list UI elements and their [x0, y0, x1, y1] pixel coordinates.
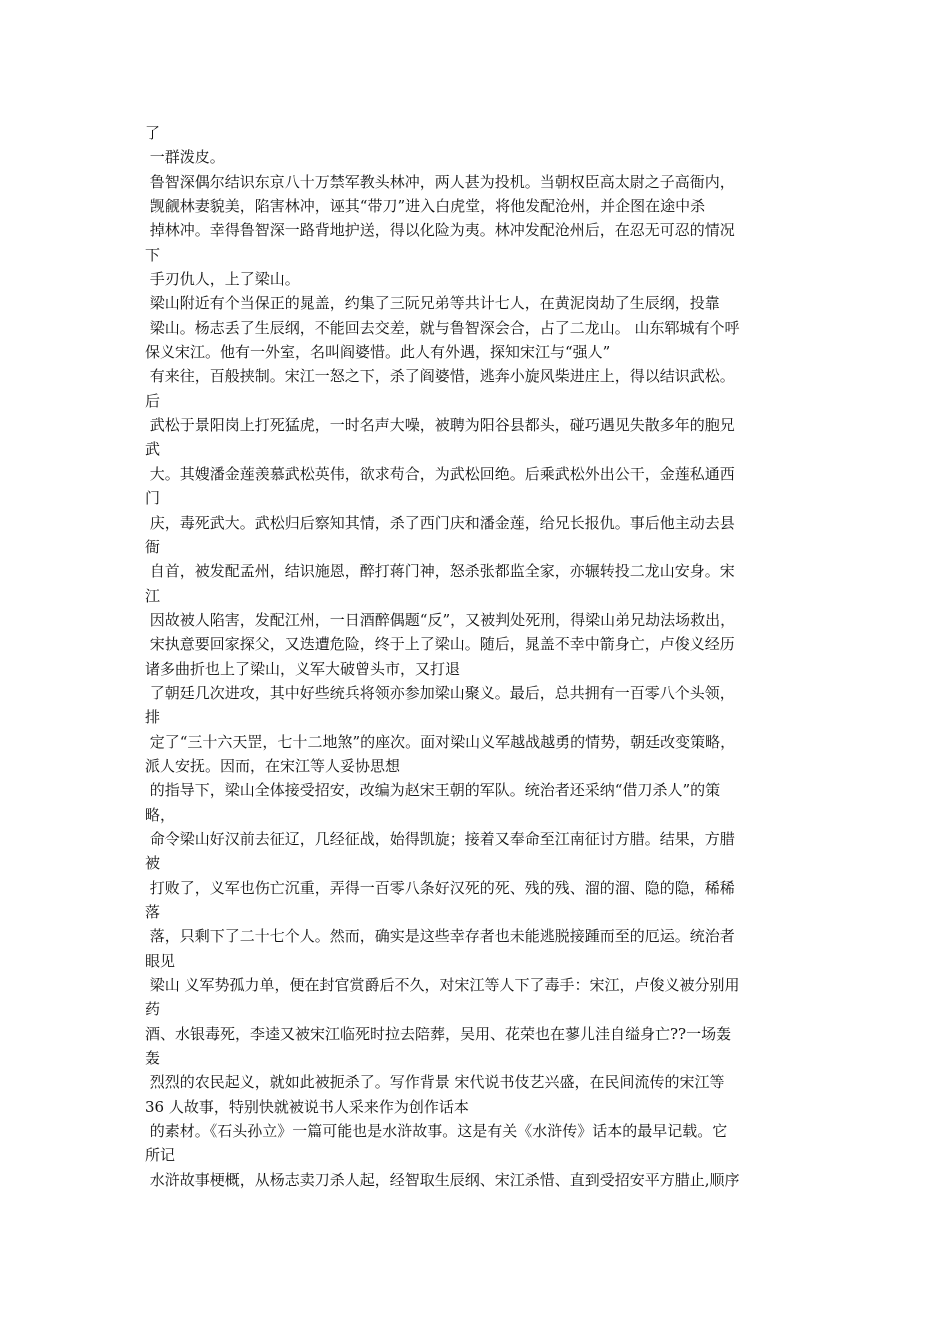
body-text	[145, 121, 825, 1192]
text-line: 了朝廷几次进攻，其中好些统兵将领亦参加梁山聚义。最后，总共拥有一百零八个头领，	[145, 683, 735, 702]
text-line: 落	[145, 903, 161, 921]
text-line: 有来往，百般挟制。宋江一怒之下，杀了阎婆惜，逃奔小旋风柴进庄上，得以结识武松。	[145, 367, 735, 386]
text-line: 36 人故事，特别快就被说书人采来作为创作话本	[145, 1097, 469, 1116]
text-line: 梁山 义军势孤力单，便在封官赏爵后不久，对宋江等人下了毒手：宋江，卢俊义被分别用	[145, 976, 740, 995]
text-line: 打败了，义军也伤亡沉重，弄得一百零八条好汉死的死、残的残、溜的溜、隐的隐，稀稀	[145, 878, 735, 897]
text-line: 鲁智深偶尔结识东京八十万禁军教头林冲，两人甚为投机。当朝权臣高太尉之子高衙内，	[145, 172, 735, 191]
text-line: 宋执意要回家探父，又迭遭危险，终于上了梁山。随后，晁盖不幸中箭身亡，卢俊义经历	[145, 635, 735, 654]
text-line: 眼见	[145, 951, 176, 970]
text-line: 梁山。杨志丢了生辰纲，不能回去交差，就与鲁智深会合，占了二龙山。 山东郓城有个呼	[145, 318, 740, 337]
text-line: 手刃仇人，上了梁山。	[145, 270, 300, 289]
text-line: 被	[145, 854, 161, 873]
text-line: 所记	[145, 1146, 176, 1165]
text-line: 武松于景阳岗上打死猛虎，一时名声大噪，被聘为阳谷县都头，碰巧遇见失散多年的胞兄	[145, 416, 735, 435]
text-line: 落，只剩下了二十七个人。然而，确实是这些幸存者也未能逃脱接踵而至的厄运。统治者	[145, 927, 735, 946]
text-line: 诸多曲折也上了梁山，义军大破曾头市，又打退	[145, 659, 461, 678]
text-line: 烈烈的农民起义，就如此被扼杀了。写作背景 宋代说书伎艺兴盛，在民间流传的宋江等	[145, 1073, 725, 1092]
text-line: 的指导下，梁山全体接受招安，改编为赵宋王朝的军队。统治者还采纳“借刀杀人”的策	[145, 781, 721, 800]
text-line: 轰	[145, 1049, 161, 1068]
text-line: 后	[145, 391, 161, 410]
text-line: 觊觎林妻貌美，陷害林冲，诬其“带刀”进入白虎堂，将他发配沧州，并企图在途中杀	[145, 197, 706, 216]
text-line: 了	[145, 124, 161, 142]
text-line: 武	[145, 440, 161, 459]
text-line: 保义宋江。他有一外室，名叫阎婆惜。此人有外遇，探知宋江与“强人”	[145, 343, 611, 362]
text-line: 下	[145, 245, 161, 264]
text-line: 派人安抚。因而，在宋江等人妥协思想	[145, 756, 401, 775]
text-line: 排	[145, 708, 161, 727]
text-line: 水浒故事梗概，从杨志卖刀杀人起，经智取生辰纲、宋江杀惜、直到受招安平方腊止,顺序	[145, 1170, 740, 1189]
text-line: 一群泼皮。	[145, 148, 225, 167]
text-line: 药	[145, 1000, 161, 1019]
text-line: 掉林冲。幸得鲁智深一路背地护送，得以化险为夷。林冲发配沧州后，在忍无可忍的情况	[145, 221, 735, 240]
text-line: 梁山附近有个当保正的晁盖，约集了三阮兄弟等共计七人，在黄泥岗劫了生辰纲，投靠	[145, 294, 720, 313]
text-line: 因故被人陷害，发配江州，一日酒醉偶题“反”，又被判处死刑，得梁山弟兄劫法场救出，	[145, 610, 736, 629]
text-line: 江	[145, 586, 161, 605]
text-line: 的素材。《石头孙立》一篇可能也是水浒故事。这是有关《水浒传》话本的最早记载。它	[145, 1122, 728, 1141]
text-line: 酒、水银毒死，李逵又被宋江临死时拉去陪葬，吴用、花荣也在蓼儿洼自缢身亡??一场轰	[145, 1024, 732, 1043]
text-line: 门	[145, 489, 161, 508]
text-line: 命令梁山好汉前去征辽，几经征战，始得凯旋；接着又奉命至江南征讨方腊。结果，方腊	[145, 829, 735, 848]
text-line: 自首，被发配孟州，结识施恩，醉打蒋门神，怒杀张都监全家，亦辗转投二龙山安身。宋	[145, 562, 735, 581]
text-line: 大。其嫂潘金莲羡慕武松英伟，欲求苟合，为武松回绝。后乘武松外出公干，金莲私通西	[145, 464, 735, 483]
text-line: 定了“三十六天罡，七十二地煞”的座次。面对梁山义军越战越勇的情势，朝廷改变策略，	[145, 732, 736, 751]
text-line: 庆，毒死武大。武松归后察知其情，杀了西门庆和潘金莲，给兄长报仇。事后他主动去县	[145, 513, 735, 532]
text-line: 略，	[145, 805, 176, 824]
text-line: 衙	[145, 537, 161, 556]
